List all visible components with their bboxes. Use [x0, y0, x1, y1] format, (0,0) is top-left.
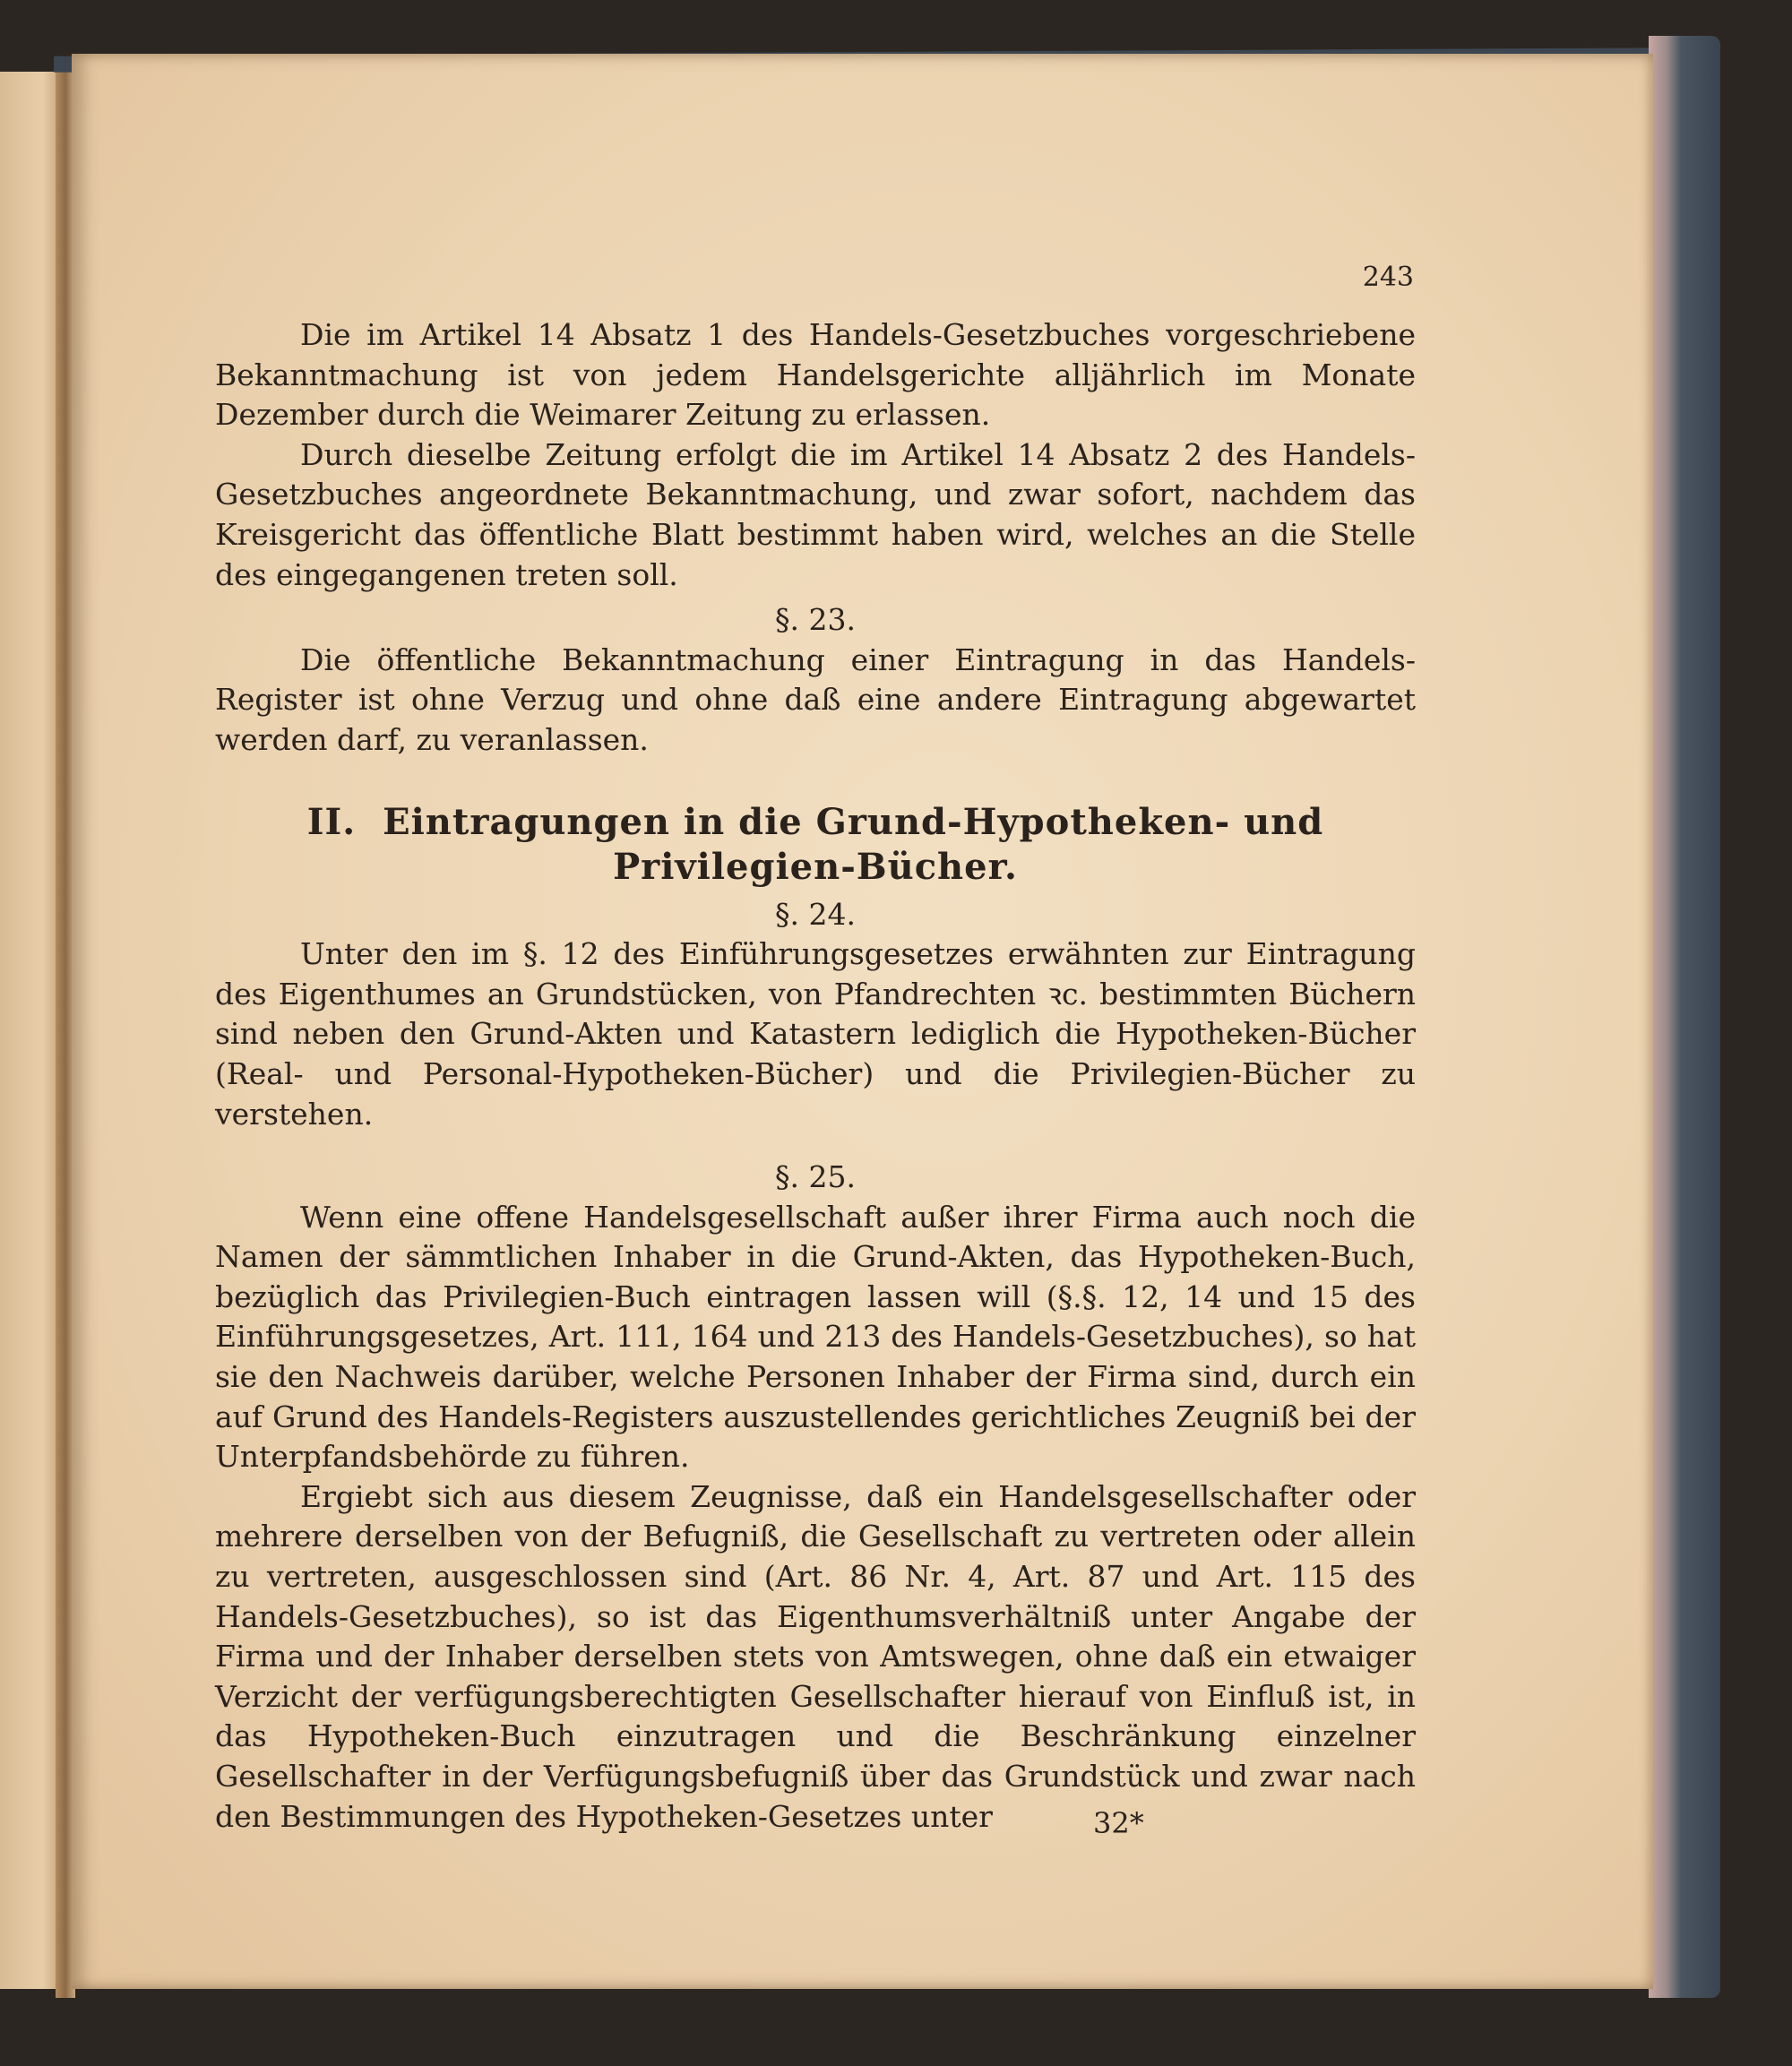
paragraph-weimarer-zeitung: Die im Artikel 14 Absatz 1 des Handels-Gesetzbuches vorgeschriebene Bekanntmachung ist von jedem Handelsgerichte alljährlich im Monate Dezember durch die Weimarer Zeitung zu erlassen.: [215, 317, 1416, 433]
chapter-title-line2: Privilegien-Bücher.: [613, 845, 1018, 888]
section-23-heading: §. 23.: [775, 602, 856, 638]
chapter-title-line1: Eintragungen in die Grund-Hypotheken- und: [383, 800, 1324, 843]
paragraph-section-23: Die öffentliche Bekanntmachung einer Eintragung in das Handels-Register ist ohne Verzug und ohne daß eine andere Eintragung abgewartet werden darf, zu veranlassen.: [215, 641, 1416, 757]
section-24-heading: §. 24.: [775, 896, 856, 932]
paragraph-section-25-a: Wenn eine offene Handelsgesellschaft außer ihrer Firma auch noch die Namen der sämmtlichen Inhaber in die Grund-Akten, das Hypotheken-Buch, bezüglich das Privilegien-Buch eintragen lassen will (§.§. 12, 14 und 15 des Einführungsgesetzes, Art. 111, 164 und 213 des Handels-Gesetzbuches), so hat sie den Nachweis darüber, welche Personen Inhaber der Firma sind, durch ein auf Grund des Handels-Registers auszustellendes gerichtliches Zeugniß bei der Unterpfandsbehörde zu führen.: [215, 1199, 1416, 1475]
chapter-heading: [215, 800, 1416, 890]
paragraph-section-24: Unter den im §. 12 des Einführungsgesetzes erwähnten zur Eintragung des Eigenthumes an Grundstücken, von Pfandrechten ꝛc. bestimmten Büchern sind neben den Grund-Akten und Katastern lediglich die Hypotheken-Bücher (Real- und Personal-Hypotheken-Bücher) und die Privilegien-Bücher zu verstehen.: [215, 936, 1416, 1132]
page-number: 243: [1362, 262, 1414, 293]
chapter-number: II.: [306, 800, 357, 843]
book-cover-edge: [1649, 36, 1720, 1998]
left-page-edge: [0, 72, 61, 1989]
paragraph-section-25-b: Ergiebt sich aus diesem Zeugnisse, daß ein Handelsgesellschafter oder mehrere derselben von der Befugniß, die Gesellschaft zu vertreten oder allein zu vertreten, ausgeschlossen sind (Art. 86 Nr. 4, Art. 87 und Art. 115 des Handels-Gesetzbuches), so ist das Eigenthumsverhältniß unter Angabe der Firma und der Inhaber derselben stets von Amtswegen, ohne daß ein etwaiger Verzicht der verfügungsberechtigten Gesellschafter hierauf von Einfluß ist, in das Hypotheken-Buch einzutragen und die Beschränkung einzelner Gesellschafter in der Verfügungsbefugniß über das Grundstück und zwar nach den Bestimmungen des Hypotheken-Gesetzes unter: [215, 1478, 1416, 1834]
section-25-heading: §. 25.: [775, 1159, 856, 1195]
page-text: [215, 315, 1416, 1837]
signature-mark: 32*: [1093, 1806, 1144, 1840]
paragraph-kreisgericht: Durch dieselbe Zeitung erfolgt die im Artikel 14 Absatz 2 des Handels-Gesetzbuches angeordnete Bekanntmachung, und zwar sofort, nachdem das Kreisgericht das öffentliche Blatt bestimmt haben wird, welches an die Stelle des eingegangenen treten soll.: [215, 436, 1416, 592]
